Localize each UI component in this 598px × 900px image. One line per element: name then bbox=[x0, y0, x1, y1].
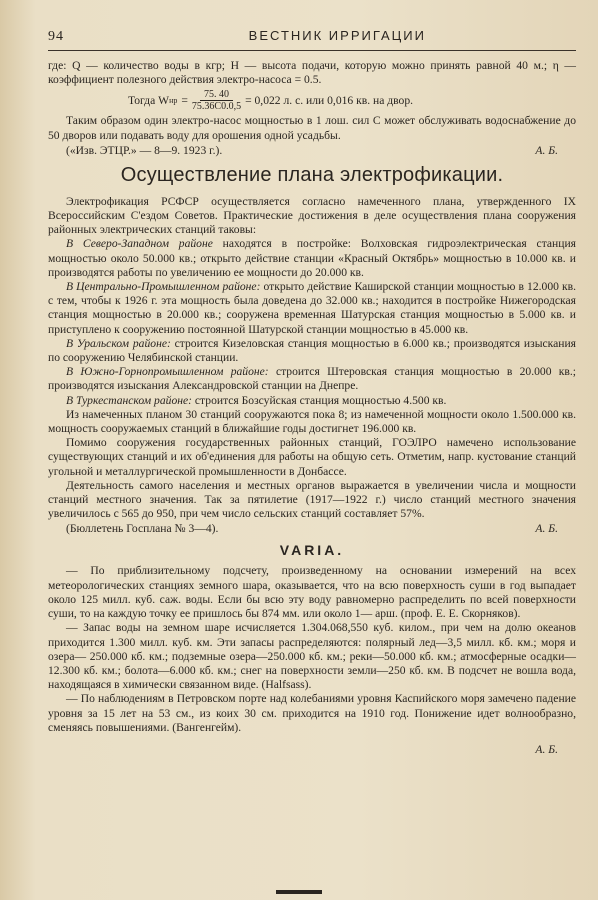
region-ural-text: строится Кизеловская станция мощностью в 6.000 кв.; производятся изыскания по сооружению Челябинской станции. bbox=[48, 336, 577, 365]
planned-stations-paragraph: Из намеченных планом 30 станций сооружаются пока 8; из намеченной мощности около 1.500.000 кв. мощность сооружаемых станций в ближайшие годы достигнет 196.000 кв. bbox=[48, 407, 576, 436]
bottom-rule bbox=[276, 890, 322, 894]
intro-source-row bbox=[48, 143, 576, 158]
region-south bbox=[48, 365, 576, 393]
page-header bbox=[48, 28, 576, 46]
article-source-row bbox=[48, 521, 576, 536]
page-number: 94 bbox=[48, 29, 64, 44]
intro-paragraph-2: Таким образом один электро-насос мощностью в 1 лош. сил С может обслуживать водоснабжение до 50 дворов или подавать воду для орошения одной усадьбы. bbox=[48, 114, 576, 142]
intro-signature: А. Б. bbox=[535, 143, 558, 157]
formula-prefix: Тогда W bbox=[128, 93, 170, 107]
article-source: (Бюллетень Госплана № 3—4). bbox=[66, 522, 219, 536]
goelro-paragraph: Помимо сооружения государственных районных станций, ГОЭЛРО намечено использование существующих станций и их об'единения для работы на общую сеть. Отметим, напр. кустование станций угольной и металлургической промышленности в Донбассе. bbox=[48, 436, 576, 478]
power-formula bbox=[48, 89, 576, 112]
formula-denominator: 75.36C0.0,5 bbox=[191, 101, 242, 113]
region-northwest bbox=[48, 237, 576, 280]
region-central bbox=[48, 280, 576, 337]
intro-paragraph-1: где: Q — количество воды в кгр; H — высота подачи, которую можно принять равной 40 м.; η — коэффициент полезного действия электро-насоса = 0.5. bbox=[48, 59, 576, 87]
article-intro: Электрофикация РСФСР осуществляется согласно намеченного плана, утвержденного IX Всероссийским С'ездом Советов. Практические достижения в деле осуществления плана сооружения районных электрических станций таковы: bbox=[48, 194, 576, 237]
region-northwest-text: находятся в постройке: Волховская гидроэлектрическая станция мощностью около 50.000 кв.; открыто действие станции «Красный Октябрь» мощностью в 10.000 кв. и производятся работы по увеличению ее мощности до 20.000 кв. bbox=[48, 237, 576, 279]
varia-paragraph-1: — По приблизительному подсчету, произведенному на основании измерений на всех метеорологических станциях земного шара, оказывается, что на всю поверхность суши в год выпадает около 125 милл. куб. саж. воды. Если бы всю эту воду равномерно распределить по всей поверхности суши, то на каждую точку ее пришлось бы 874 мм. или около 1— арш. (проф. Е. Е. Скорняков). bbox=[48, 564, 576, 621]
region-central-name: В Центрально-Промышленном районе: bbox=[66, 280, 261, 294]
local-stations-paragraph: Деятельность самого населения и местных органов выражается в увеличении числа и мощности станций местного значения. Так за пятилетие (1917—1922 г.) число станций местного значения увеличилось с 565 до 950, при чем число сельских станций составляет 57%. bbox=[48, 478, 576, 521]
varia-title: VARIA. bbox=[279, 542, 345, 559]
formula-subscript: нр bbox=[169, 95, 178, 105]
article-signature: А. Б. bbox=[535, 522, 558, 536]
region-northwest-name: В Северо-Западном районе bbox=[66, 237, 213, 251]
intro-source: («Изв. ЭТЦР.» — 8—9. 1923 г.). bbox=[66, 143, 223, 157]
formula-equals: = bbox=[181, 93, 188, 107]
region-ural-name: В Уральском районе: bbox=[66, 336, 171, 350]
formula-fraction bbox=[192, 89, 241, 112]
region-central-text: открыто действие Каширской станции мощностью в 12.000 кв. с тем, чтобы к 1926 г. эта мощность была доведена до 32.000 кв.; находится в постройке Нижегородская станция мощностью в 20.000 кв.; сооружена временная Шатурская станция мощностью в 5.000 кв. и приступлено к сооружению постоянной Шатурской станции мощностью в 45.000 кв. bbox=[48, 280, 577, 336]
region-south-name: В Южно-Горнопромышленном районе: bbox=[66, 365, 269, 379]
formula-numerator: 75. 40 bbox=[200, 89, 233, 101]
region-turkestan-text: строится Бозсуйская станция мощностью 4.500 кв. bbox=[192, 393, 447, 407]
journal-title: ВЕСТНИК ИРРИГАЦИИ bbox=[248, 28, 426, 43]
region-ural bbox=[48, 337, 576, 365]
header-rule bbox=[48, 50, 576, 51]
varia-signature: А. Б. bbox=[535, 742, 558, 756]
article-title: Осуществление плана электрофикации. bbox=[120, 163, 504, 186]
region-turkestan-name: В Туркестанском районе: bbox=[66, 393, 193, 407]
formula-result: = 0,022 л. с. или 0,016 кв. на двор. bbox=[245, 93, 414, 107]
region-south-text: строится Штеровская станция мощностью в 20.000 кв.; производятся изыскания Александровской станции на Днепре. bbox=[48, 365, 576, 393]
varia-paragraph-3: — По наблюдениям в Петровском порте над колебаниями уровня Каспийского моря замечено падение уровня за 15 лет на 53 см., из коих 30 см. приходится на 1910 год. Понижение идет волнообразно, сменяясь повышениями. (Вангенгейм). bbox=[48, 692, 576, 734]
region-turkestan bbox=[48, 394, 576, 408]
varia-paragraph-2: — Запас воды на земном шаре исчисляется 1.304.068,550 куб. килом., при чем на долю океанов приходится 1.300 милл. куб. км. Эти запасы распределяются: полярный лед—3,5 милл. кб. км.; моря и озера— 250.000 кб. км.; подземные озера—250.000 кб. км.; реки—50.000 кб. км.; атмосферные осадки—12.300 кб. км.; болота—6.000 кб. км.; снег на поверхности земли—250 кб. км. В подсчет не вошла вода, находящаяся в химически связанном виде. (Halfsass). bbox=[48, 621, 576, 692]
